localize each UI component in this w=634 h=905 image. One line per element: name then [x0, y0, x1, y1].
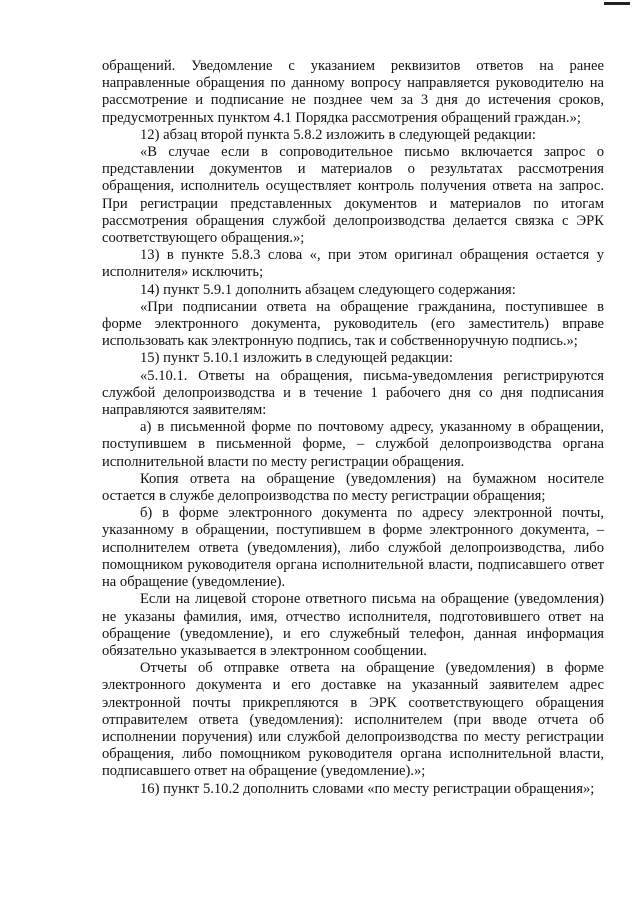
paragraph-missing-info: Если на лицевой стороне ответного письма на обращение (уведомления) не указаны фамилия, имя, отчество исполнителя, подготовившего ответ на обращение (уведомление), и его служебный телефон, данная информация обязательно указывается в электронном сообщении.: [102, 591, 604, 659]
paragraph-continuation: обращений. Уведомление с указанием реквизитов ответов на ранее направленные обращения по данному вопросу направляется руководителю на рассмотрение и подписание не позднее чем за 3 дня до истечения сроков, предусмотренных пунктом 4.1 Порядка рассмотрения обращений граждан.»;: [102, 58, 604, 126]
paragraph-quote-5-8-2: «В случае если в сопроводительное письмо включается запрос о представлении документов и материалов о результатах рассмотрения обращения, исполнитель осуществляет контроль получения ответа на запрос. При регистрации представленных документов и материалов по итогам рассмотрения обращения службой делопроизводства делается связка с ЭРК соответствующего обращения.»;: [102, 144, 604, 247]
paragraph-quote-5-9-1: «При подписании ответа на обращение гражданина, поступившее в форме электронного документа, руководитель (его заместитель) вправе использовать как электронную подпись, так и собственноручную подпись.»;: [102, 298, 604, 350]
scan-corner-mark: [604, 2, 630, 5]
paragraph-item-14: 14) пункт 5.9.1 дополнить абзацем следующего содержания:: [140, 281, 516, 298]
paragraph-item-15: 15) пункт 5.10.1 изложить в следующей редакции:: [140, 350, 453, 367]
paragraph-subitem-a: а) в письменной форме по почтовому адресу, указанному в обращении, поступившем в письменной форме, – службой делопроизводства органа исполнительной власти по месту регистрации обращения.: [102, 419, 604, 470]
paragraph-reports: Отчеты об отправке ответа на обращение (уведомления) в форме электронного документа и его доставке на указанный заявителем адрес электронной почты прикрепляются в ЭРК соответствующего обращения отправителем ответа (уведомления): исполнителем (при вводе отчета об исполнении поручения) или службой делопроизводства по месту регистрации обращения, либо помощником руководителя органа исполнительной власти, подписавшего ответ на обращение (уведомление).»;: [102, 660, 604, 780]
document-body: [102, 58, 604, 798]
paragraph-item-16: 16) пункт 5.10.2 дополнить словами «по месту регистрации обращения»;: [140, 780, 595, 797]
paragraph-subitem-b: б) в форме электронного документа по адресу электронной почты, указанному в обращении, поступившем в форме электронного документа, – исполнителем ответа (уведомления), либо службой делопроизводства, либо помощником руководителя органа исполнительной власти, подписавшего ответ на обращение (уведомление).: [102, 505, 604, 591]
paragraph-item-12: 12) абзац второй пункта 5.8.2 изложить в следующей редакции:: [140, 126, 536, 143]
paragraph-quote-5-10-1: «5.10.1. Ответы на обращения, письма-уведомления регистрируются службой делопроизводства и в течение 1 рабочего дня со дня подписания направляются заявителям:: [102, 367, 604, 419]
paragraph-item-13: 13) в пункте 5.8.3 слова «, при этом оригинал обращения остается у исполнителя» исключить;: [102, 247, 604, 281]
paragraph-copy-note: Копия ответа на обращение (уведомления) на бумажном носителе остается в службе делопроизводства по месту регистрации обращения;: [102, 470, 604, 505]
